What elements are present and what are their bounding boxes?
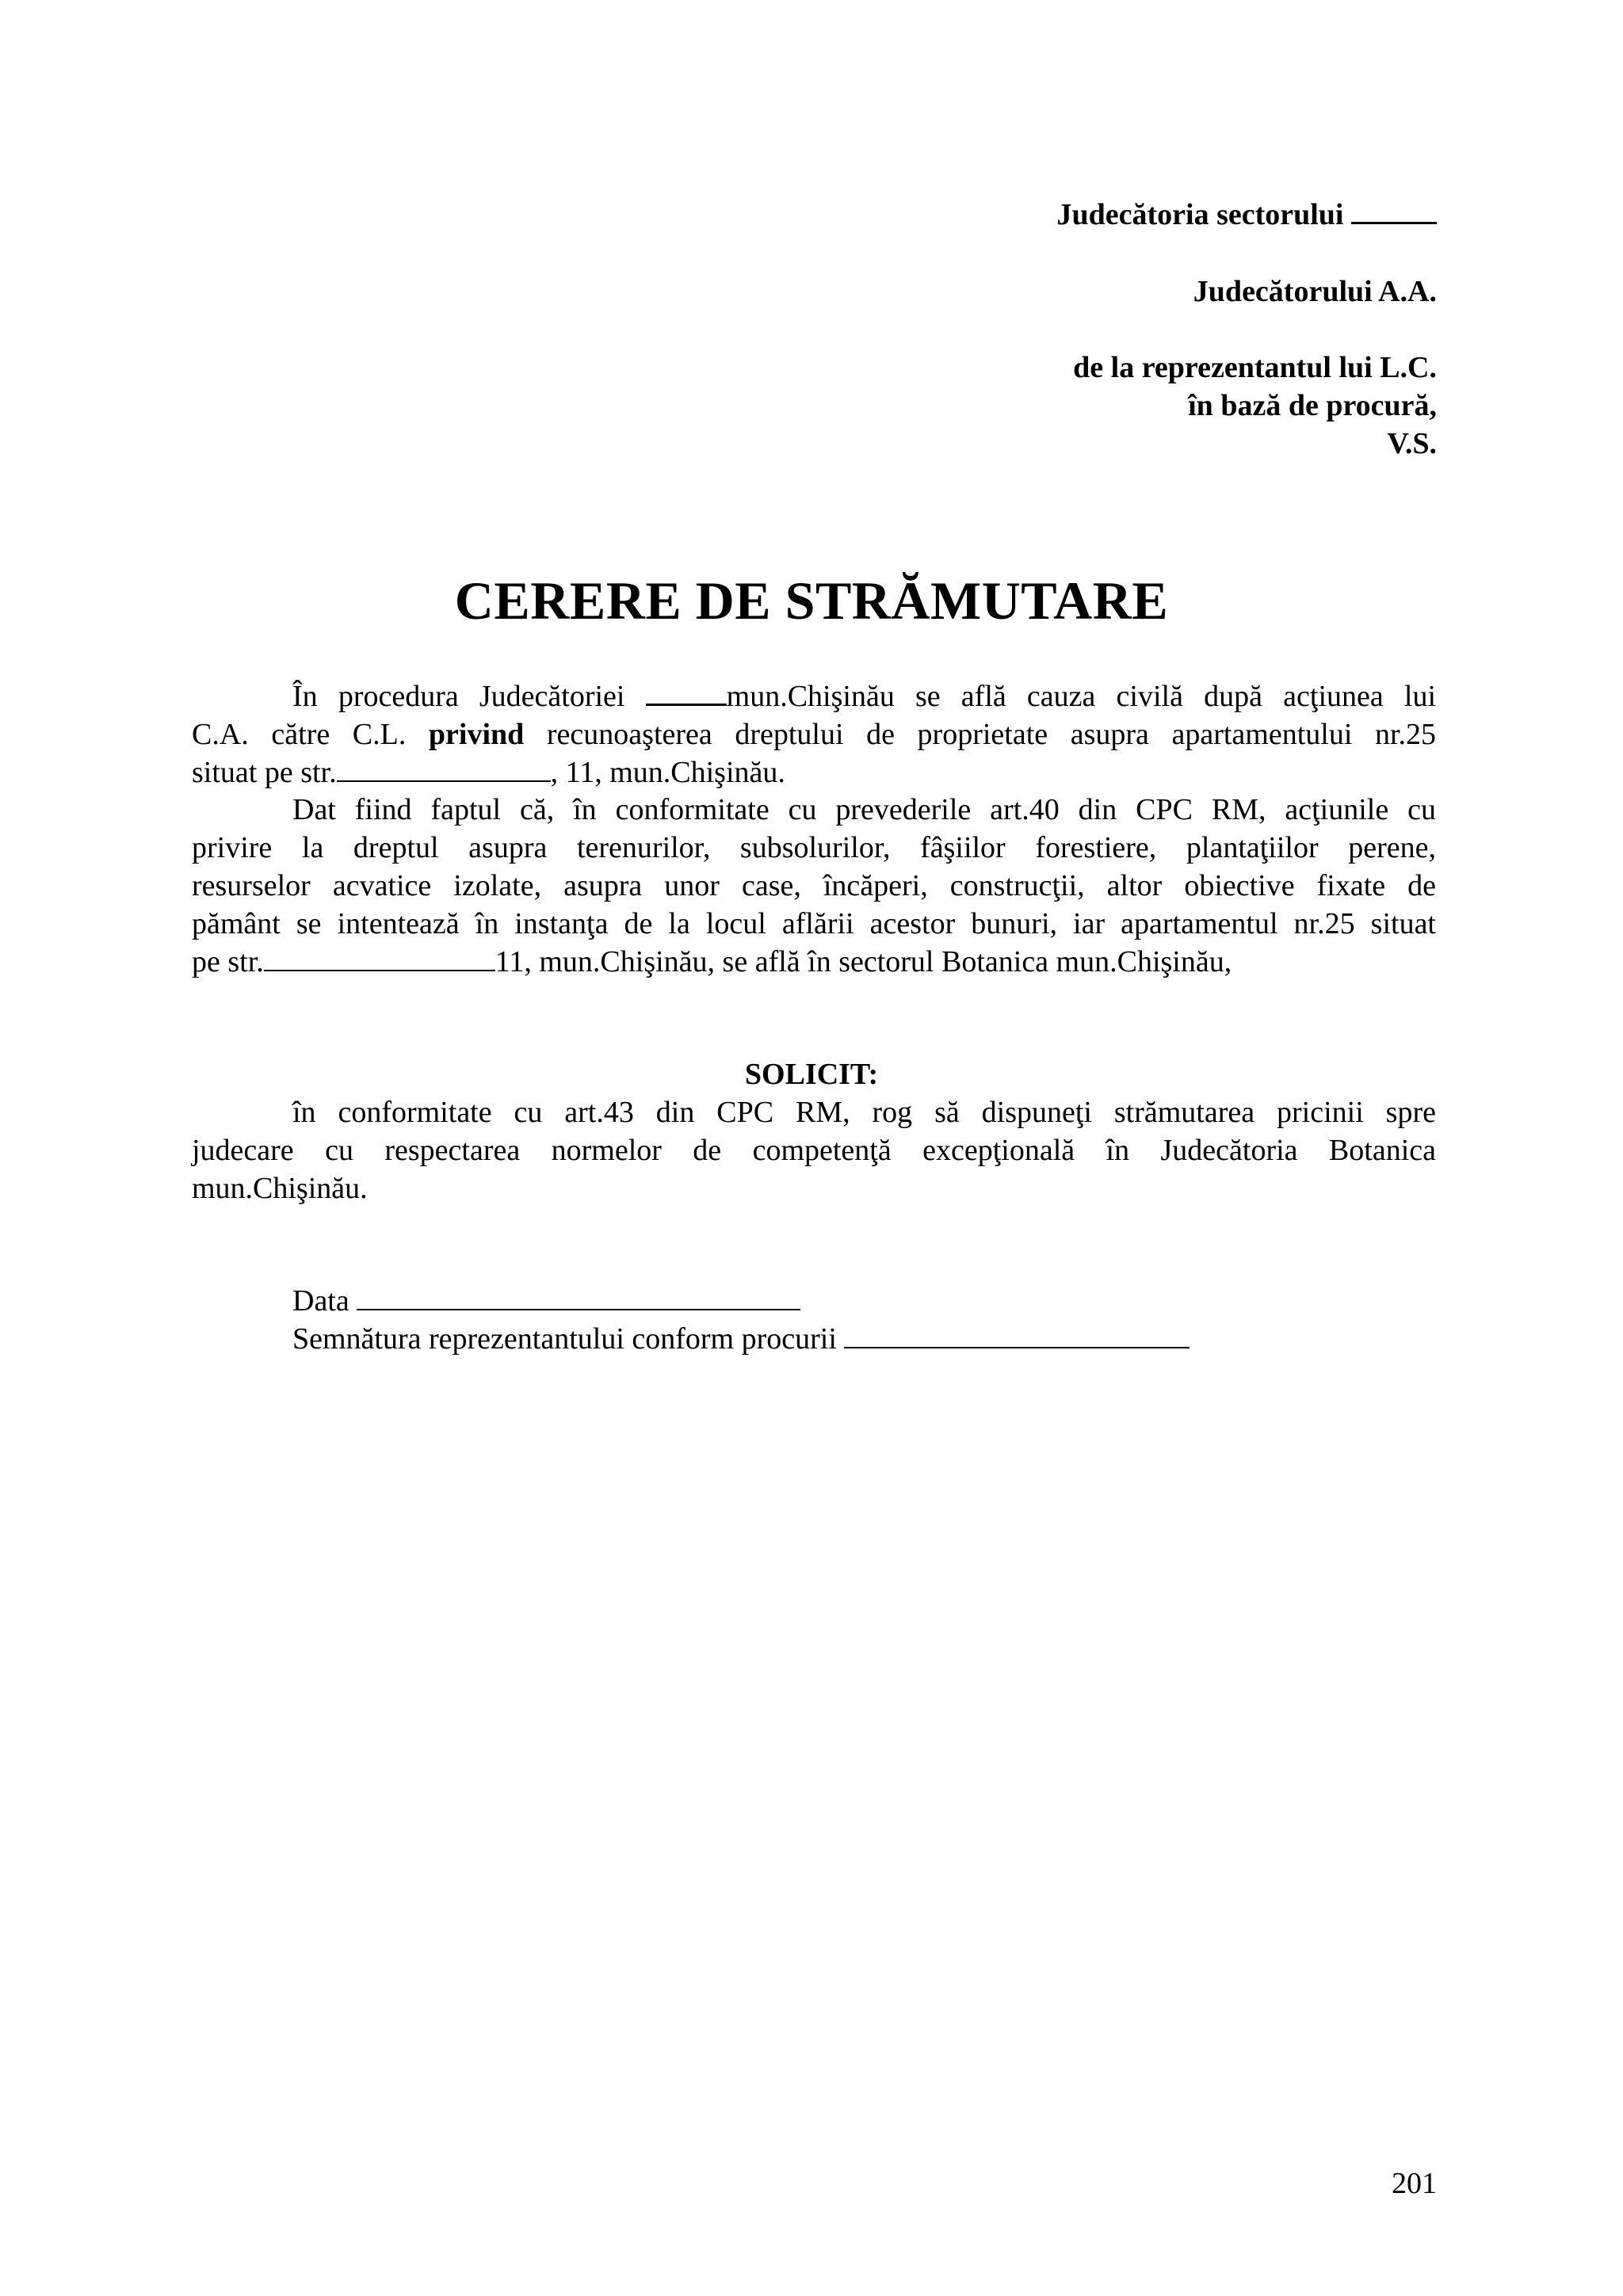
paragraph1-line2: [192, 715, 1436, 753]
paragraph2-line3: resurselor acvatice izolate, asupra unor case, încăperi, construcţii, altor obiective fixate de: [192, 869, 1436, 902]
paragraph1-line3: [192, 753, 1436, 791]
paragraph2-line1: Dat fiind faptul că, în conformitate cu prevederile art.40 din CPC RM, acţiunile cu: [292, 793, 1436, 826]
date-line: [292, 1282, 800, 1320]
paragraph2-line4: pământ se intentează în instanţa de la locul aflării acestor bunuri, iar apartamentul nr.25 situat: [192, 907, 1436, 940]
from-representative-line: de la reprezentantul lui L.C.: [1073, 351, 1437, 384]
paragraph1-line1: [192, 677, 1436, 715]
paragraph-request: [192, 1093, 1436, 1207]
signer-initials-line: V.S.: [1387, 427, 1437, 460]
signature-line: [292, 1320, 1190, 1358]
paragraph2-line2: privire la dreptul asupra terenurilor, subsolurilor, fâşiilor forestiere, plantaţiilor perene,: [192, 831, 1436, 864]
sector-location-text: 11, mun.Chişinău, se află în sectorul Botanica mun.Chişinău,: [495, 945, 1232, 979]
court-label: Judecătoria sectorului: [1056, 198, 1344, 232]
property-claim-text: recunoaşterea dreptului de proprietate asupra apartamentului nr.25: [546, 718, 1437, 752]
judge-line: Judecătorului A.A.: [1193, 275, 1437, 308]
street-label-text-2: pe str.: [192, 945, 264, 979]
signature-blank: [844, 1320, 1190, 1348]
street-label-text: situat pe str.: [192, 756, 337, 790]
paragraph3-line2: judecare cu respectarea normelor de competenţă excepţională în Judecătoria Botanica: [192, 1134, 1436, 1167]
power-of-attorney-line: în bază de procură,: [1188, 389, 1437, 422]
page-number: 201: [1392, 2167, 1437, 2200]
street-name-blank-2: [264, 943, 495, 971]
signature-label: Semnătura reprezentantului conform procurii: [292, 1322, 837, 1356]
solicit-heading: SOLICIT:: [744, 1058, 879, 1091]
parties-text: C.A. către C.L.: [192, 718, 407, 752]
regarding-bold-text: privind: [428, 718, 525, 752]
paragraph3-line3: mun.Chişinău.: [192, 1172, 368, 1205]
paragraph3-line1: în conformitate cu art.43 din CPC RM, rog să dispuneţi strămutarea pricinii spre: [292, 1096, 1436, 1129]
paragraph-legal-basis: [192, 791, 1436, 981]
court-name-blank: [646, 677, 727, 706]
court-procedure-text: În procedura Judecătoriei: [292, 680, 625, 714]
paragraph2-line5: [192, 943, 1436, 981]
document-title: CERERE DE STRĂMUTARE: [454, 570, 1169, 631]
civil-case-text: mun.Chişinău se află cauza civilă după acţiunea lui: [726, 680, 1437, 714]
court-sector-blank: [1351, 195, 1437, 224]
date-blank: [357, 1282, 800, 1310]
paragraph-case-description: [192, 677, 1436, 791]
date-label: Data: [292, 1284, 349, 1318]
court-address-line: [565, 195, 1437, 234]
street-name-blank: [337, 753, 551, 782]
address-suffix-text: , 11, mun.Chişinău.: [550, 756, 785, 790]
